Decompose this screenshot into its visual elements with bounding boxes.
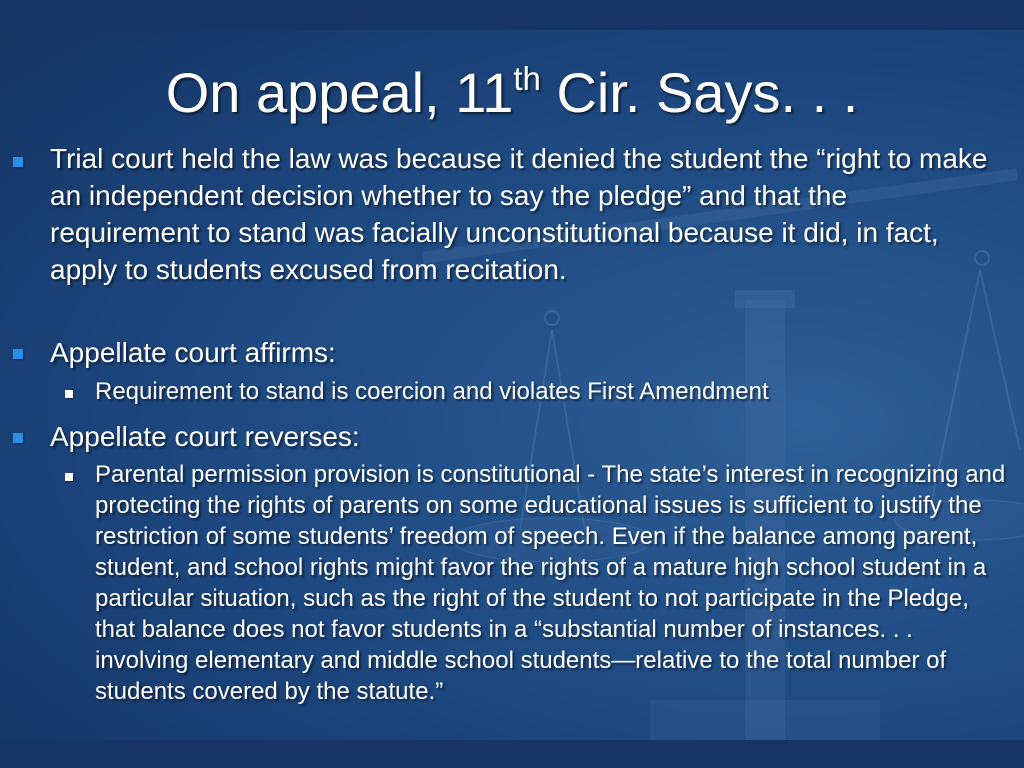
title-superscript: th (513, 60, 541, 97)
bullet-marker (13, 157, 23, 167)
bullet-marker (13, 349, 23, 359)
sub-bullet-item: Parental permission provision is constitutional - The state’s interest in recognizing and protecting the rights of parents on some educational issues is sufficient to justify the restriction of some students’ freedom of speech. Even if the balance among parent, student, and school rights might favor the rights of a mature high school student in a particular situation, such as the right of the student to not participate in the Pledge, that balance does not favor students in a “substantial number of instances. . . involving elementary and middle school students—relative to the total number of students covered by the statute.” (95, 461, 1006, 705)
sub-bullet-item: Requirement to stand is coercion and violates First Amendment (95, 378, 769, 405)
bullet-item: Appellate court reverses: (50, 421, 360, 452)
title-rest: Cir. Says. . . (540, 61, 859, 124)
bullet-marker (13, 433, 23, 443)
sub-bullet-marker (65, 390, 73, 398)
bullet-item: Trial court held the law was because it denied the student the “right to make an independent decision whether to say the pledge” and that the requirement to stand was facially unconstitutional because it did, in fact, apply to students excused from recitation. (50, 143, 988, 285)
bullet-item: Appellate court affirms: (50, 337, 336, 368)
sub-bullet-marker (65, 473, 73, 481)
title-main: On appeal, 11 (165, 61, 514, 124)
